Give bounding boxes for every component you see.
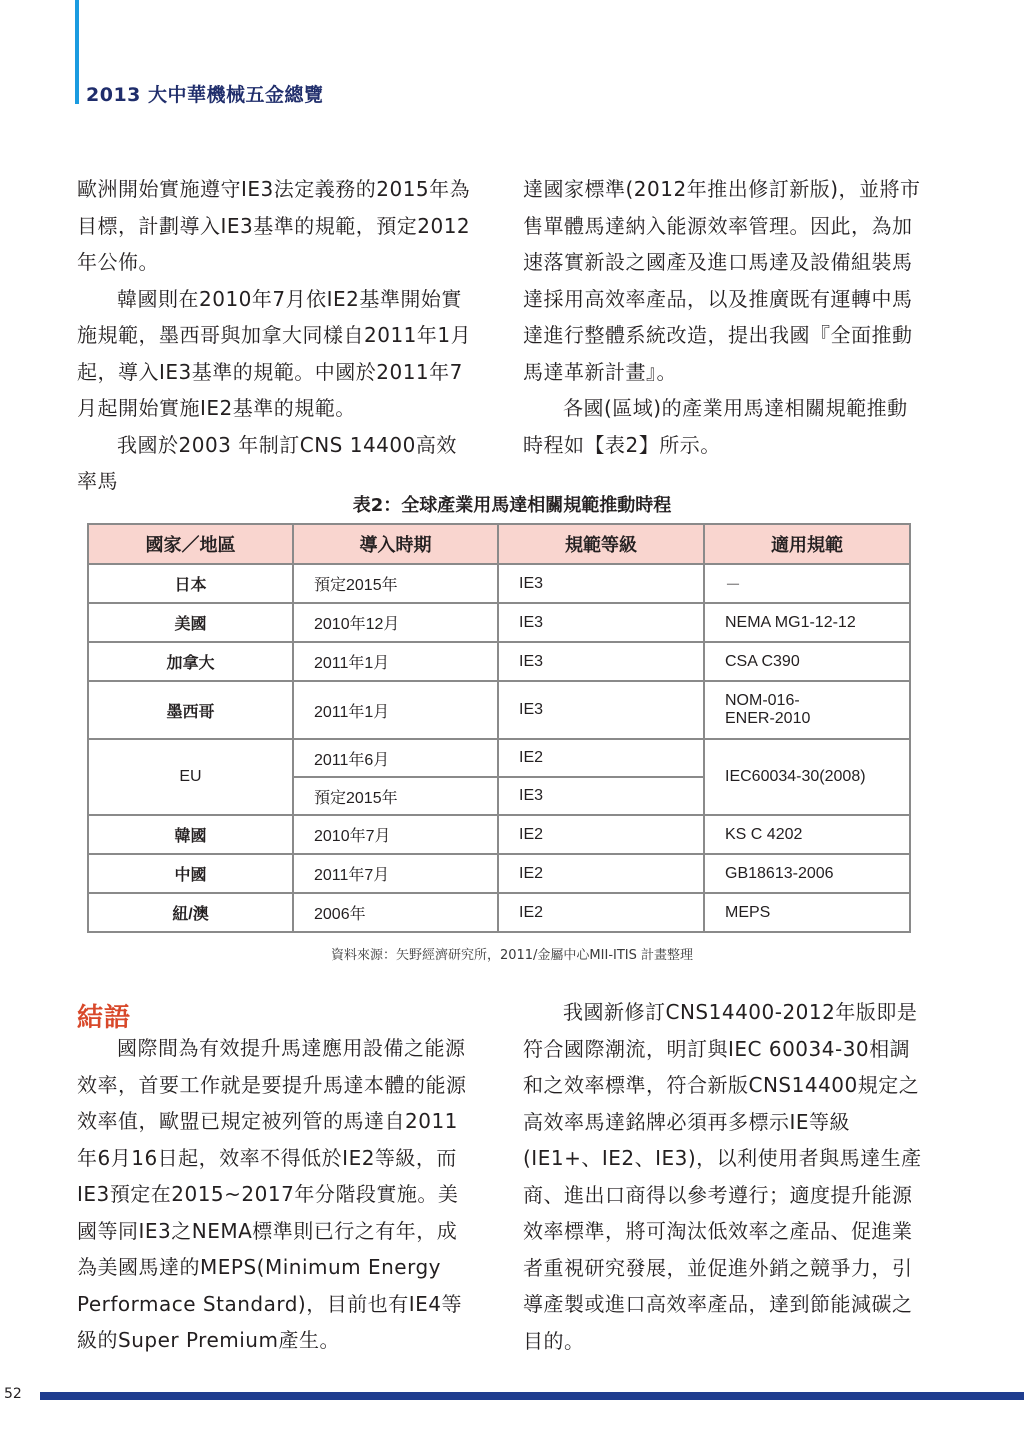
paragraph: 達國家標準(2012年推出修訂新版)，並將市售單體馬達納入能源效率管理。因此，為加速落實新設之國產及進口馬達及設備組裝馬達採用高效率產品，以及推廣既有運轉中馬達進行整體系統改造，提出我國『全面推動馬達革新計畫』。 bbox=[523, 177, 921, 384]
level-cell: IE3 bbox=[498, 603, 704, 642]
standard-cell bbox=[704, 681, 910, 739]
level-cell: IE3 bbox=[498, 564, 704, 603]
standard-line: NOM-016- bbox=[725, 692, 800, 709]
standard-line: ENER-2010 bbox=[725, 710, 811, 727]
table-source-note: 資料來源：矢野經濟研究所，2011/金屬中心MII-ITIS 計畫整理 bbox=[330, 948, 694, 963]
country-cell: EU bbox=[88, 739, 293, 815]
level-cell: IE2 bbox=[498, 854, 704, 893]
country-cell: 加拿大 bbox=[88, 642, 293, 681]
country-cell: 美國 bbox=[88, 603, 293, 642]
conclusion-right-column bbox=[523, 994, 923, 1359]
section-heading: 結語 bbox=[77, 1003, 132, 1033]
table-row bbox=[88, 854, 910, 893]
level-cell: IE3 bbox=[498, 777, 704, 815]
table-row bbox=[88, 642, 910, 681]
country-cell: 日本 bbox=[88, 564, 293, 603]
period-cell: 2011年1月 bbox=[293, 681, 498, 739]
period-cell: 2010年12月 bbox=[293, 603, 498, 642]
level-cell: IE3 bbox=[498, 681, 704, 739]
standard-cell: KS C 4202 bbox=[704, 815, 910, 854]
intro-left-column bbox=[77, 171, 477, 500]
header-accent-bar bbox=[75, 0, 79, 104]
level-cell: IE2 bbox=[498, 893, 704, 932]
period-cell: 2011年7月 bbox=[293, 854, 498, 893]
standard-cell: － bbox=[704, 564, 910, 603]
standard-cell: CSA C390 bbox=[704, 642, 910, 681]
paragraph: 我國於2003 年制訂CNS 14400高效率馬 bbox=[77, 432, 457, 493]
standards-table bbox=[87, 523, 911, 933]
paragraph: 我國新修訂CNS14400-2012年版即是符合國際潮流，明訂與IEC 60034-30相調和之效率標準，符合新版CNS14400規定之高效率馬達銘牌必須再多標示IE等級(IE1+、IE2、IE3)，以利使用者與馬達生產商、進出口商得以參考遵行；適度提升能源效率標準，將可淘汰低效率之產品、促進業者重視研究發展，並促進外銷之競爭力，引導產製或進口高效率產品，達到節能減碳之目的。 bbox=[523, 1000, 922, 1353]
column-header-level: 規範等級 bbox=[498, 524, 704, 564]
period-cell: 預定2015年 bbox=[293, 564, 498, 603]
country-cell: 紐/澳 bbox=[88, 893, 293, 932]
table-header-row bbox=[88, 524, 910, 564]
period-cell: 2011年1月 bbox=[293, 642, 498, 681]
footer-bar bbox=[40, 1392, 1024, 1400]
paragraph: 歐洲開始實施遵守IE3法定義務的2015年為目標，計劃導入IE3基準的規範，預定2012年公佈。 bbox=[77, 177, 471, 274]
paragraph: 韓國則在2010年7月依IE2基準開始實施規範，墨西哥與加拿大同樣自2011年1月起，導入IE3基準的規範。中國於2011年7月起開始實施IE2基準的規範。 bbox=[77, 286, 472, 420]
level-cell: IE3 bbox=[498, 642, 704, 681]
column-header-period: 導入時期 bbox=[293, 524, 498, 564]
column-header-standard: 適用規範 bbox=[704, 524, 910, 564]
standard-cell: IEC60034-30(2008) bbox=[704, 739, 910, 815]
level-cell: IE2 bbox=[498, 815, 704, 854]
table-row bbox=[88, 564, 910, 603]
period-cell: 2006年 bbox=[293, 893, 498, 932]
country-cell: 墨西哥 bbox=[88, 681, 293, 739]
intro-right-column bbox=[523, 171, 923, 463]
period-cell: 2011年6月 bbox=[293, 739, 498, 777]
table-caption: 表2：全球產業用馬達相關規範推動時程 bbox=[352, 495, 672, 516]
table-row bbox=[88, 681, 910, 739]
standard-cell: NEMA MG1-12-12 bbox=[704, 603, 910, 642]
country-cell: 韓國 bbox=[88, 815, 293, 854]
table-row bbox=[88, 815, 910, 854]
period-cell: 預定2015年 bbox=[293, 777, 498, 815]
period-cell: 2010年7月 bbox=[293, 815, 498, 854]
level-cell: IE2 bbox=[498, 739, 704, 777]
column-header-country: 國家／地區 bbox=[88, 524, 293, 564]
paragraph: 國際間為有效提升馬達應用設備之能源效率，首要工作就是要提升馬達本體的能源效率值，歐盟已規定被列管的馬達自2011年6月16日起，效率不得低於IE2等級，而IE3預定在2015~2017年分階段實施。美國等同IE3之NEMA標準則已行之有年，成為美國馬達的MEPS(Minimum Energy Performace Standard)，目前也有IE4等級的Super Premium產生。 bbox=[77, 1036, 467, 1352]
country-cell: 中國 bbox=[88, 854, 293, 893]
conclusion-left-column bbox=[77, 1030, 477, 1359]
table-row bbox=[88, 893, 910, 932]
table-row bbox=[88, 603, 910, 642]
standard-cell: GB18613-2006 bbox=[704, 854, 910, 893]
standard-cell: MEPS bbox=[704, 893, 910, 932]
page-number: 52 bbox=[4, 1386, 22, 1402]
paragraph: 各國(區域)的產業用馬達相關規範推動時程如【表2】所示。 bbox=[523, 396, 908, 457]
table-row bbox=[88, 739, 910, 777]
running-header-title: 2013 大中華機械五金總覽 bbox=[86, 84, 324, 106]
